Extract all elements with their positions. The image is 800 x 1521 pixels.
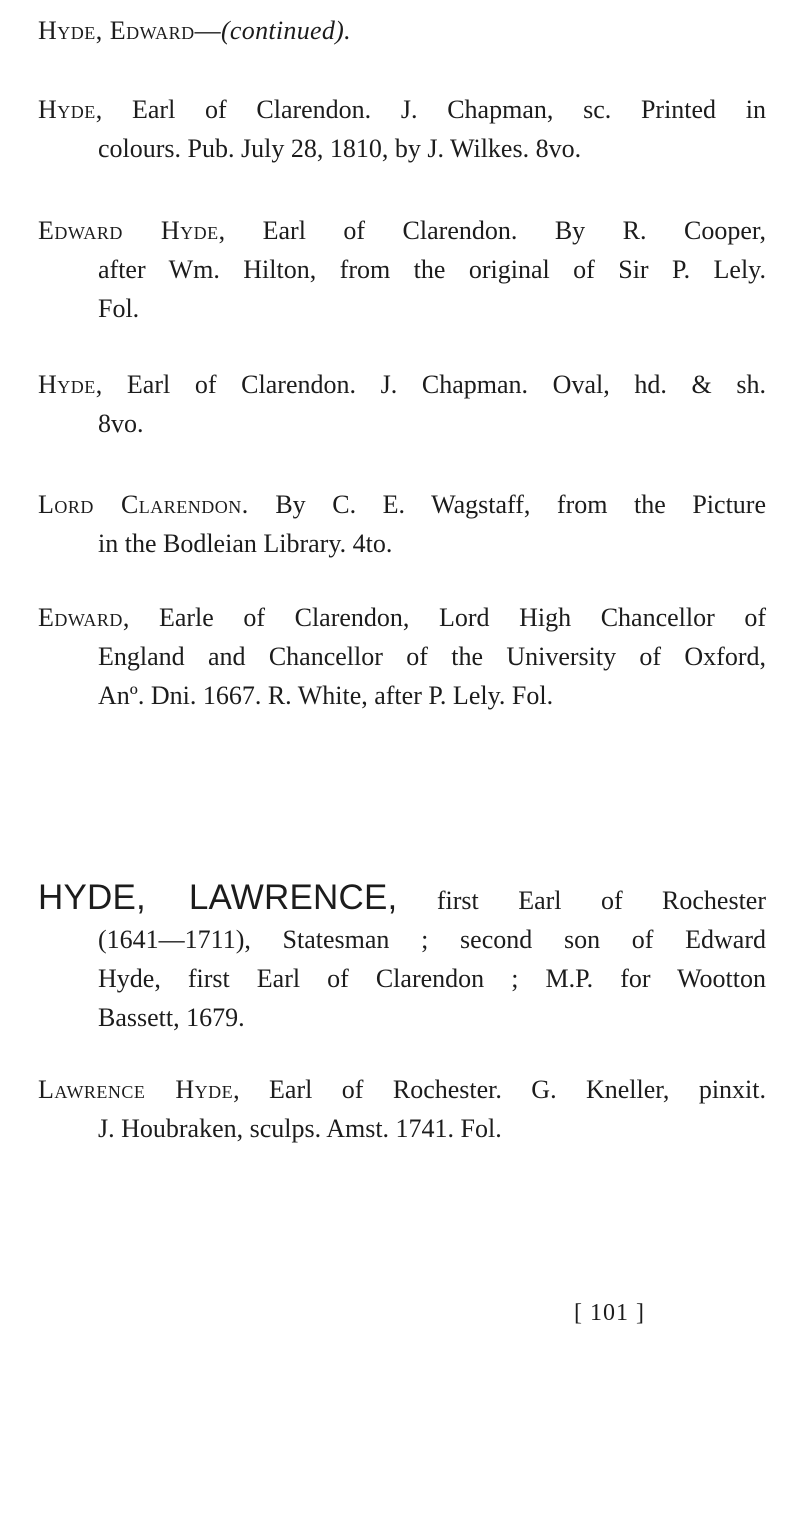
entry-line: colours. Pub. July 28, 1810, by J. Wilkes. 8vo. xyxy=(98,134,582,163)
entry-text: , Earl of Clarendon. By R. Cooper, xyxy=(218,216,766,245)
entry-line xyxy=(38,1070,766,1109)
running-head-continued: (continued). xyxy=(220,16,351,45)
running-head-name: Hyde, Edward xyxy=(38,16,195,45)
subject-heading xyxy=(38,878,766,1037)
subject-line: Hyde, first Earl of Clarendon ; M.P. for Wootton xyxy=(98,964,766,993)
entry-head: Lawrence Hyde xyxy=(38,1075,234,1104)
entry-text: , Earl of Clarendon. J. Chapman. Oval, hd. & sh. xyxy=(95,370,766,399)
running-head-dash: — xyxy=(194,16,221,45)
entry-line: England and Chancellor of the University of Oxford, xyxy=(98,642,766,671)
entry-line: J. Houbraken, sculps. Amst. 1741. Fol. xyxy=(98,1114,502,1143)
subject-line xyxy=(38,878,766,920)
portrait-entry xyxy=(38,365,766,443)
entry-head: Edward Hyde xyxy=(38,216,219,245)
entry-line xyxy=(38,485,766,524)
entry-head: Hyde xyxy=(38,370,96,399)
entry-head: Hyde xyxy=(38,95,96,124)
running-head xyxy=(38,14,351,48)
entry-head: Lord Clarendon. xyxy=(38,490,249,519)
entry-line: in the Bodleian Library. 4to. xyxy=(98,529,393,558)
entry-line: Fol. xyxy=(98,294,140,323)
entry-text: , Earle of Clarendon, Lord High Chancellor of xyxy=(122,603,766,632)
entry-line: 8vo. xyxy=(98,409,144,438)
entry-line xyxy=(38,211,766,250)
entry-line: Anº. Dni. 1667. R. White, after P. Lely. Fol. xyxy=(98,681,554,710)
entry-text: By C. E. Wagstaff, from the Picture xyxy=(248,490,766,519)
subject-line: Bassett, 1679. xyxy=(98,1003,245,1032)
entry-text: , Earl of Clarendon. J. Chapman, sc. Printed in xyxy=(95,95,766,124)
entry-head: Edward xyxy=(38,603,123,632)
subject-text: first Earl of Rochester xyxy=(436,886,767,915)
portrait-entry xyxy=(38,90,766,168)
page-number: [ 101 ] xyxy=(574,1300,645,1326)
entry-line: after Wm. Hilton, from the original of Sir P. Lely. xyxy=(98,255,766,284)
entry-text: , Earl of Rochester. G. Kneller, pinxit. xyxy=(233,1075,767,1104)
portrait-entry xyxy=(38,211,766,328)
entry-line xyxy=(38,365,766,404)
entry-line xyxy=(38,598,766,637)
subject-line: (1641—1711), Statesman ; second son of Edward xyxy=(98,925,766,954)
portrait-entry xyxy=(38,598,766,715)
portrait-entry xyxy=(38,1070,766,1148)
portrait-entry xyxy=(38,485,766,563)
subject-name: HYDE, LAWRENCE, xyxy=(38,878,398,917)
entry-line xyxy=(38,90,766,129)
